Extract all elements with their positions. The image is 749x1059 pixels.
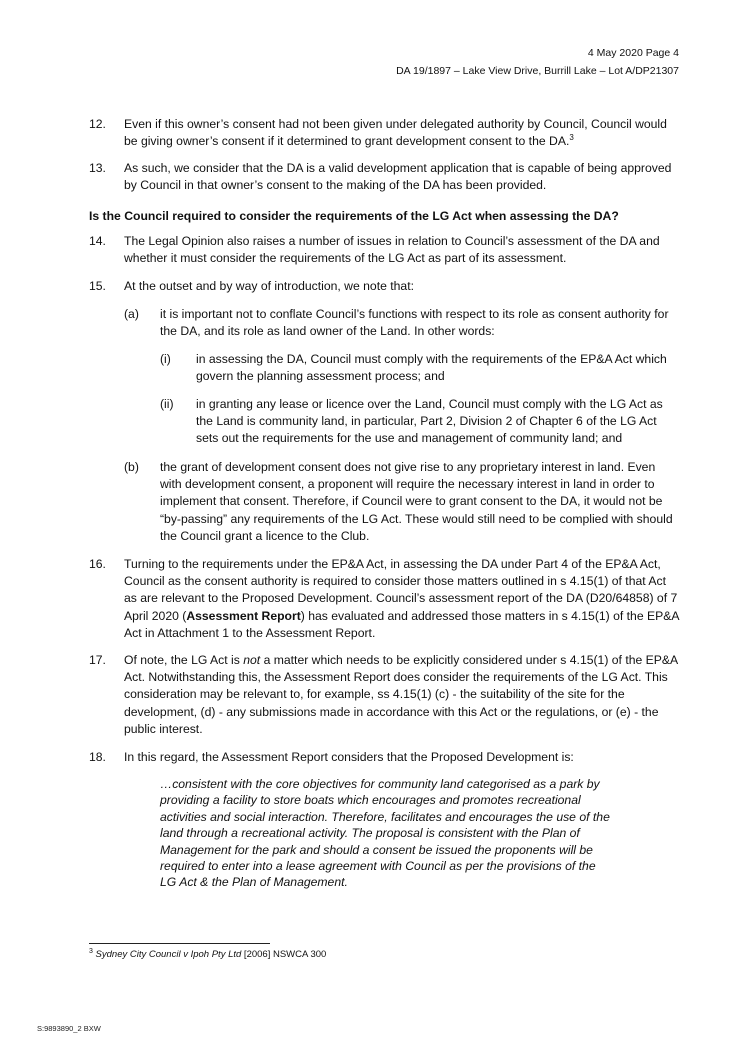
- assessment-quote: …consistent with the core objectives for community land categorised as a park by providing a facility to store boats which encourages and promotes recreational activities and social interaction. Therefore, facilitates and encourages the use of the land through a recreational activity. The proposal is consistent with the Plan of Management for the park and should a consent be issued the proponents will be required to enter into a lease agreement with Council as per the provisions of the LG Act & the Plan of Management.: [160, 777, 610, 890]
- para-12: [124, 116, 680, 150]
- footnote-separator: [89, 943, 270, 944]
- para-15a-i-label: (i): [160, 352, 171, 366]
- para-13-text: As such, we consider that the DA is a valid development application that is capable of being approved by Council in that owner’s consent to the making of the DA has been provided.: [124, 161, 672, 193]
- para-17-text-2: a matter which needs to be explicitly considered under s 4.15(1) of the EP&A Act. Notwithstanding this, the Assessment Report does consider the requirements of the LG Act. This consideration may be relevant to, for example, ss 4.15(1) (c) - the suitability of the site for the development, (d) - any submissions made in accordance with this Act or the regulations, or (e) - the public interest.: [124, 653, 678, 736]
- section-heading: Is the Council required to consider the requirements of the LG Act when assessing the DA?: [89, 209, 619, 223]
- para-17: [124, 652, 680, 738]
- para-16-text-1: Turning to the requirements under the EP&A Act, in assessing the DA under Part 4 of the EP&A Act, Council as the consent authority is required to consider those matters outlined in s 4.15(1) of that Act as are relevant to the Proposed Development. Council’s assessment report of the DA (D20/64858) of 7 April 2020 (: [124, 557, 678, 623]
- para-16-defined-term: Assessment Report: [186, 608, 301, 623]
- footnote-citation: [2006] NSWCA 300: [241, 949, 327, 960]
- para-14-text: The Legal Opinion also raises a number of issues in relation to Council’s assessment of the DA and whether it must consider the requirements of the LG Act as part of its assessment.: [124, 234, 660, 266]
- para-14-number: 14.: [89, 234, 106, 248]
- para-16-text-2: ) has evaluated and addressed those matters in s 4.15(1) of the EP&A Act in Attachment 1 to the Assessment Report.: [124, 608, 679, 640]
- header-date-page: 4 May 2020 Page 4: [587, 47, 679, 59]
- para-17-number: 17.: [89, 653, 106, 667]
- para-13-number: 13.: [89, 161, 106, 175]
- footnote-ref-3: 3: [569, 133, 574, 143]
- para-17-text-1: Of note, the LG Act is: [124, 653, 244, 667]
- para-16: [124, 556, 680, 642]
- para-15a-ii-text: in granting any lease or licence over the Land, Council must comply with the LG Act as the Land is community land, in particular, Part 2, Division 2 of Chapter 6 of the LG Act sets out the requirements for the use and management of community land; and: [196, 397, 663, 446]
- para-15a-label: (a): [124, 307, 139, 321]
- para-15a-text: it is important not to conflate Council’s functions with respect to its role as consent authority for the DA, and its role as land owner of the Land. In other words:: [160, 307, 669, 339]
- para-15a-i-text: in assessing the DA, Council must comply with the requirements of the EP&A Act which govern the planning assessment process; and: [196, 352, 667, 384]
- para-17-emphasis: not: [243, 653, 261, 667]
- para-15b-label: (b): [124, 460, 139, 474]
- para-15b-text: the grant of development consent does not give rise to any proprietary interest in land. Even with development consent, a proponent will require the necessary interest in land in order to implement that consent. Therefore, if Council were to grant consent to the DA, it would not be “by-passing” any requirements of the LG Act. These would still need to be complied with should the Council grant a licence to the Club.: [160, 460, 673, 543]
- para-15-number: 15.: [89, 279, 106, 293]
- header-reference: DA 19/1897 – Lake View Drive, Burrill Lake – Lot A/DP21307: [396, 65, 679, 77]
- para-18-text: In this regard, the Assessment Report considers that the Proposed Development is:: [124, 750, 574, 764]
- footnote-case-name: Sydney City Council v Ipoh Pty Ltd: [95, 949, 242, 960]
- footnote-3: [89, 948, 326, 961]
- para-12-text: Even if this owner’s consent had not been given under delegated authority by Council, Council would be giving owner’s consent if it determined to grant development consent to the DA.: [124, 117, 667, 149]
- para-16-number: 16.: [89, 557, 106, 571]
- footnote-number: 3: [89, 947, 93, 955]
- para-15-text: At the outset and by way of introduction, we note that:: [124, 279, 414, 293]
- document-id: S:9893890_2 BXW: [37, 1024, 101, 1033]
- para-15a-ii-label: (ii): [160, 397, 174, 411]
- para-12-number: 12.: [89, 117, 106, 131]
- para-18-number: 18.: [89, 750, 106, 764]
